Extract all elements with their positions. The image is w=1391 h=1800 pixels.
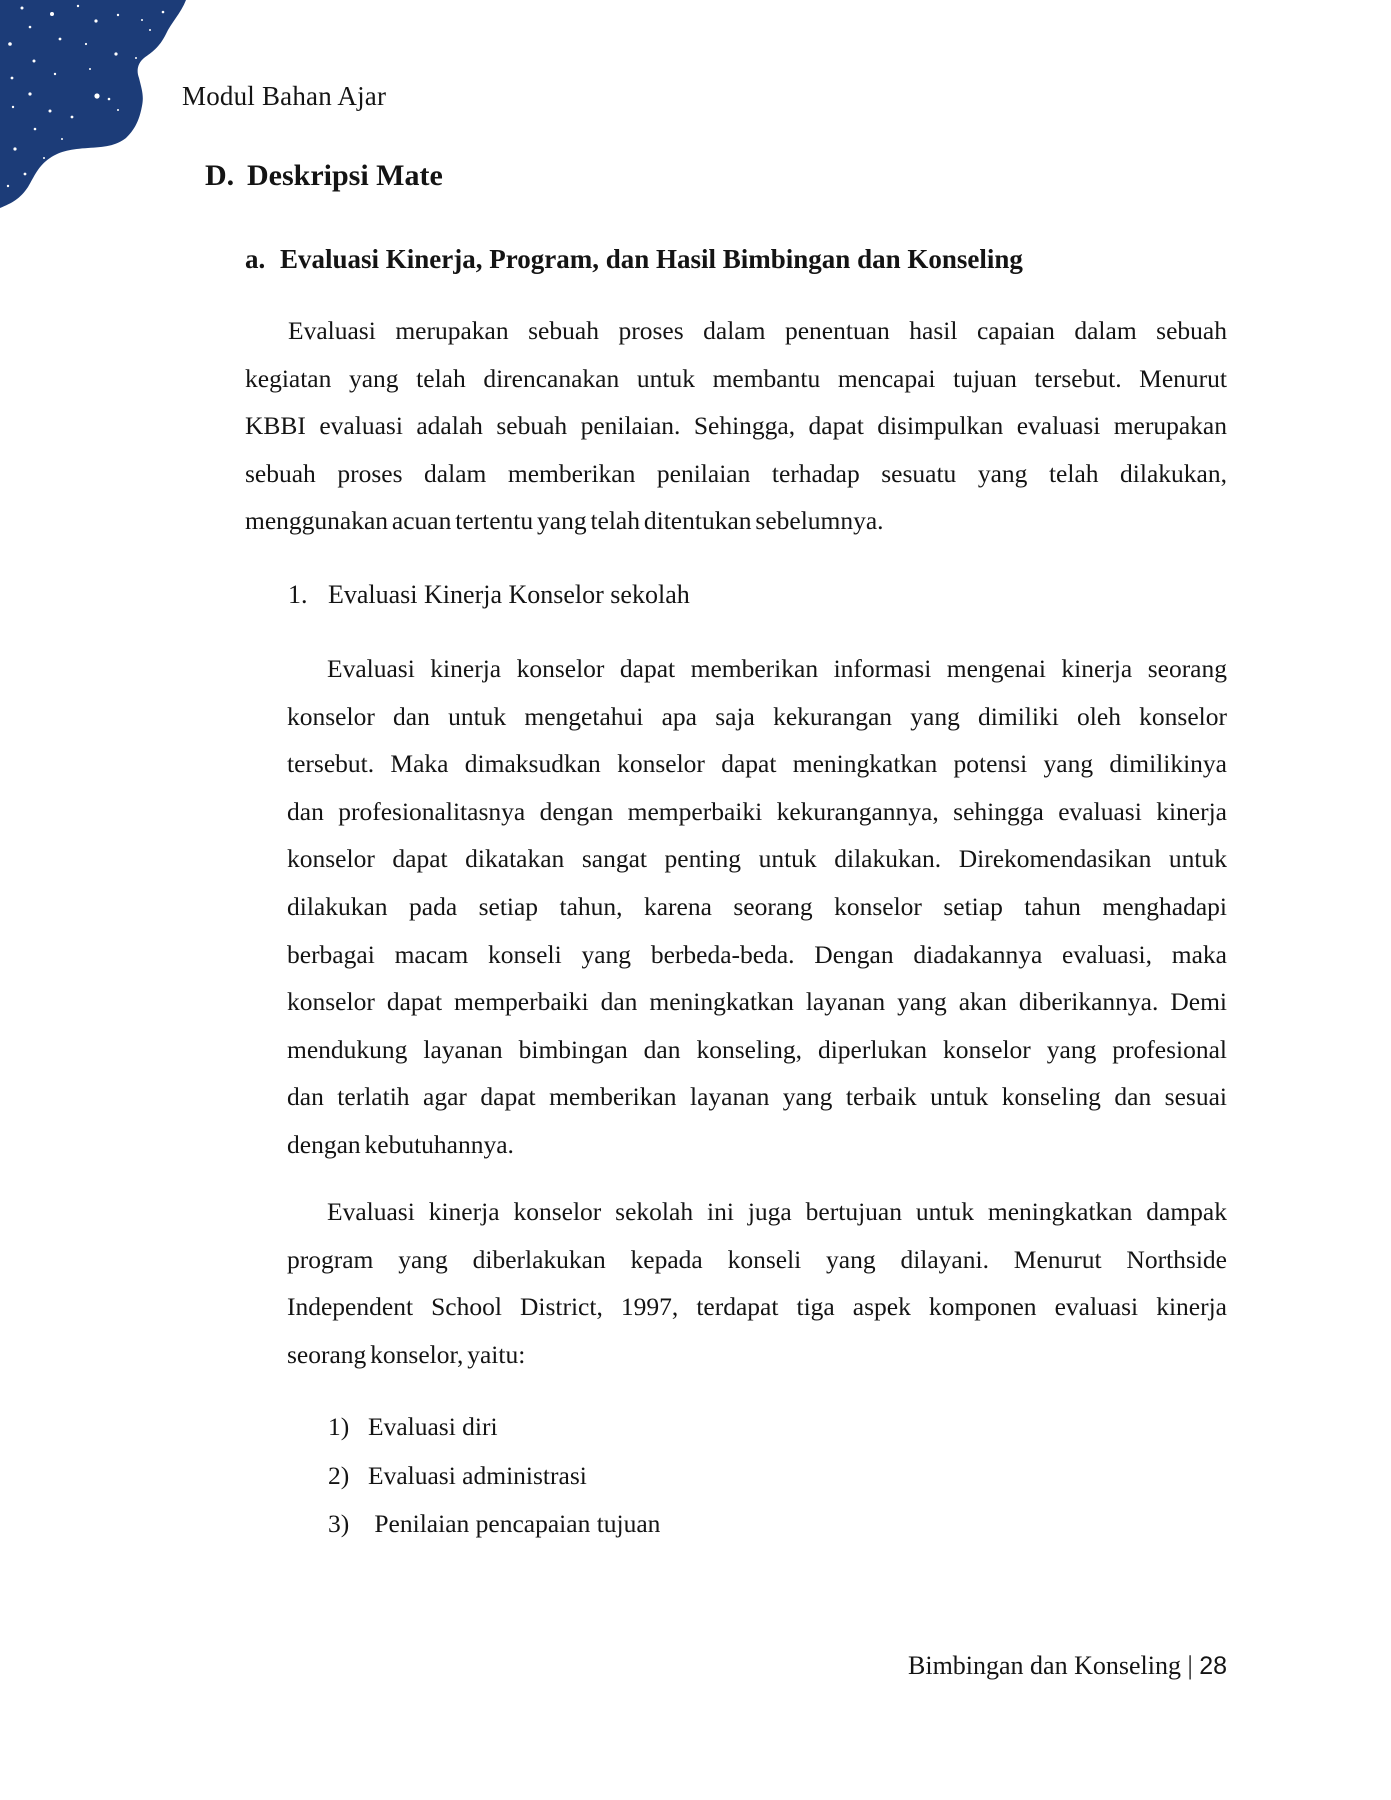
paragraph-line: konselor dapat dikatakan sangat penting untuk dilakukan. Direkomendasikan untuk (287, 844, 1227, 874)
paragraph-evaluasi-definisi (245, 307, 1227, 545)
section-heading-d-label: D. (205, 159, 235, 192)
aspek-komponen-list (328, 1403, 1028, 1549)
page-number: 28 (1199, 1652, 1227, 1680)
paragraph-line: program yang diberlakukan kepada konseli yang dilayani. Menurut Northside (287, 1244, 1227, 1274)
paragraph-tujuan-evaluasi (287, 1188, 1227, 1378)
subheading-1-title: Evaluasi Kinerja Konselor sekolah (328, 580, 690, 609)
paragraph-evaluasi-kinerja (287, 645, 1227, 1169)
subheading-1-label: 1. (288, 580, 308, 609)
paragraph-line: konselor dapat memperbaiki dan meningkatkan layanan yang akan diberikannya. Demi (287, 987, 1227, 1017)
subheading-1 (288, 579, 690, 610)
section-heading-d-title: Deskripsi Mate (247, 159, 443, 192)
paragraph-line: kegiatan yang telah direncanakan untuk membantu mencapai tujuan tersebut. Menurut (245, 363, 1227, 393)
subsection-heading-a-title: Evaluasi Kinerja, Program, dan Hasil Bimbingan dan Konseling (280, 244, 1023, 274)
paragraph-line: mendukung layanan bimbingan dan konseling, diperlukan konselor yang profesional (287, 1034, 1227, 1064)
list-item (328, 1452, 1028, 1501)
paragraph-line: menggunakan acuan tertentu yang telah ditentukan sebelumnya. (245, 506, 884, 536)
starry-blob-icon (0, 0, 190, 212)
paragraph-line: dengan kebutuhannya. (287, 1129, 514, 1159)
corner-blob-decoration (0, 0, 190, 212)
subsection-heading-a (245, 243, 1023, 275)
list-item-number: 3) (328, 1509, 350, 1538)
paragraph-line: Evaluasi kinerja konselor dapat memberikan informasi mengenai kinerja seorang (327, 654, 1227, 683)
list-item-text: Evaluasi diri (368, 1412, 498, 1441)
paragraph-line: konselor dan untuk mengetahui apa saja kekurangan yang dimiliki oleh konselor (287, 701, 1227, 731)
blob-shape (0, 0, 186, 208)
running-header: Modul Bahan Ajar (182, 81, 387, 111)
list-item-number: 2) (328, 1460, 350, 1490)
paragraph-line: berbagai macam konseli yang berbeda-beda. Dengan diadakannya evaluasi, maka (287, 939, 1227, 969)
list-item-number: 1) (328, 1412, 350, 1441)
paragraph-line: Evaluasi kinerja konselor sekolah ini juga bertujuan untuk meningkatkan dampak (327, 1197, 1227, 1226)
list-item (328, 1500, 1028, 1549)
list-item-text: Penilaian pencapaian tujuan (368, 1509, 661, 1538)
footer-text: Bimbingan dan Konseling | (908, 1651, 1200, 1680)
paragraph-line: Evaluasi merupakan sebuah proses dalam penentuan hasil capaian dalam sebuah (288, 316, 1227, 345)
section-heading-d (205, 158, 443, 194)
paragraph-line: seorang konselor, yaitu: (287, 1339, 526, 1369)
paragraph-line: tersebut. Maka dimaksudkan konselor dapat meningkatkan potensi yang dimilikinya (287, 749, 1227, 779)
paragraph-line: dilakukan pada setiap tahun, karena seorang konselor setiap tahun menghadapi (287, 891, 1227, 921)
list-item (328, 1403, 1028, 1452)
paragraph-line: Independent School District, 1997, terdapat tiga aspek komponen evaluasi kinerja (287, 1292, 1227, 1322)
paragraph-line: dan profesionalitasnya dengan memperbaiki kekurangannya, sehingga evaluasi kinerja (287, 796, 1227, 826)
list-item-text: Evaluasi administrasi (368, 1460, 587, 1490)
paragraph-line: dan terlatih agar dapat memberikan layanan yang terbaik untuk konseling dan sesuai (287, 1082, 1227, 1112)
paragraph-line: sebuah proses dalam memberikan penilaian terhadap sesuatu yang telah dilakukan, (245, 458, 1227, 488)
page-footer (908, 1650, 1227, 1681)
paragraph-line: KBBI evaluasi adalah sebuah penilaian. Sehingga, dapat disimpulkan evaluasi merupakan (245, 411, 1227, 441)
subsection-heading-a-label: a. (245, 244, 266, 274)
